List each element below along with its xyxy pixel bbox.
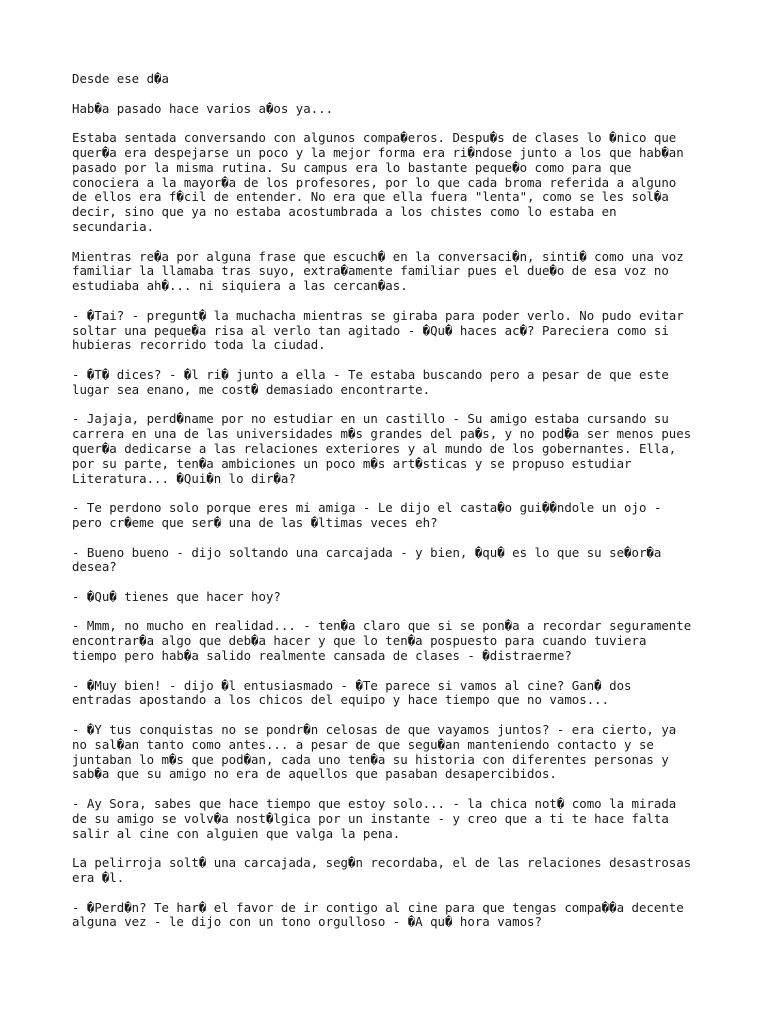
paragraph-11: - �Muy bien! - dijo �l entusiasmado - �Te parece si vamos al cine? Gan� dos entradas apostando a los chicos del equipo y hace tiempo que no vamos... <box>72 677 632 708</box>
paragraph-13: - Ay Sora, sabes que hace tiempo que estoy solo... - la chica not� como la mirada de su amigo se volv�a nost�lgica por un instante - y creo que a ti te hace falta salir al cine con alguien que valga la pena. <box>72 796 677 841</box>
paragraph-3: Mientras re�a por alguna frase que escuch� en la conversaci�n, sinti� como una voz familiar la llamaba tras suyo, extra�amente familiar pues el due�o de esa voz no estudiaba ah�... ni siquiera a las cercan�as. <box>72 248 684 294</box>
paragraph-7: - Te perdono solo porque eres mi amiga - Le dijo el casta�o gui��ndole un ojo - pero cr�eme que ser� una de las �ltimas veces eh? <box>72 500 662 530</box>
paragraph-4: - �Tai? - pregunt� la muchacha mientras se giraba para poder verlo. No pudo evitar soltar una peque�a risa al verlo tan agitado - �Qu� haces ac�? Pareciera como si hubieras recorrido toda la ciudad. <box>72 307 684 353</box>
document-page <box>72 72 712 945</box>
paragraph-8: - Bueno bueno - dijo soltando una carcajada - y bien, �qu� es lo que su se�or�a desea? <box>72 544 662 575</box>
paragraph-5: - �T� dices? - �l ri� junto a ella - Te estaba buscando pero a pesar de que este lugar sea enano, me cost� demasiado encontrarte. <box>72 366 669 397</box>
document-title: Desde ese d�a <box>72 71 169 86</box>
paragraph-10: - Mmm, no mucho en realidad... - ten�a claro que si se pon�a a recordar seguramente encontrar�a algo que deb�a hacer y que lo ten�a pospuesto para cuando tuviera tiempo pero hab�a salido realmente cansada de clases - �distraerme? <box>72 618 692 664</box>
paragraph-14: La pelirroja solt� una carcajada, seg�n recordaba, el de las relaciones desastrosas era �l. <box>72 855 692 886</box>
paragraph-9: - �Qu� tienes que hacer hoy? <box>72 588 281 604</box>
paragraph-1: Hab�a pasado hace varios a�os ya... <box>72 100 334 116</box>
paragraph-15: - �Perd�n? Te har� el favor de ir contigo al cine para que tengas compa��a decente alguna vez - le dijo con un tono orgulloso - �A qu� hora vamos? <box>72 899 684 930</box>
paragraph-6: - Jajaja, perd�name por no estudiar en un castillo - Su amigo estaba cursando su carrera en una de las universidades m�s grandes del pa�s, y no pod�a ser menos pues quer�a dedicarse a las relaciones exteriores y al mundo de los gobernantes. Ella, por su parte, ten�a ambiciones un poco m�s art�sticas y se propuso estudiar Literatura... �Qui�n lo dir�a? <box>72 411 692 486</box>
paragraph-2: Estaba sentada conversando con algunos compa�eros. Despu�s de clases lo �nico que quer�a era despejarse un poco y la mejor forma era ri�ndose junto a los que hab�an pasado por la misma rutina. Su campus era lo bastante peque�o como para que conociera a la mayor�a de los profesores, por lo que cada broma referida a alguno de ellos era f�cil de entender. No era que ella fuera "lenta", como se les sol�a decir, sino que ya no estaba acostumbrada a los chistes como lo estaba en secundaria. <box>72 130 684 234</box>
paragraph-12: - �Y tus conquistas no se pondr�n celosas de que vayamos juntos? - era cierto, ya no sal�an tanto como antes... a pesar de que segu�an manteniendo contacto y se juntaban lo m�s que pod�an, cada uno ten�a su historia con diferentes personas y sab�a que su amigo no era de aquellos que pasaban desapercibidos. <box>72 722 677 782</box>
